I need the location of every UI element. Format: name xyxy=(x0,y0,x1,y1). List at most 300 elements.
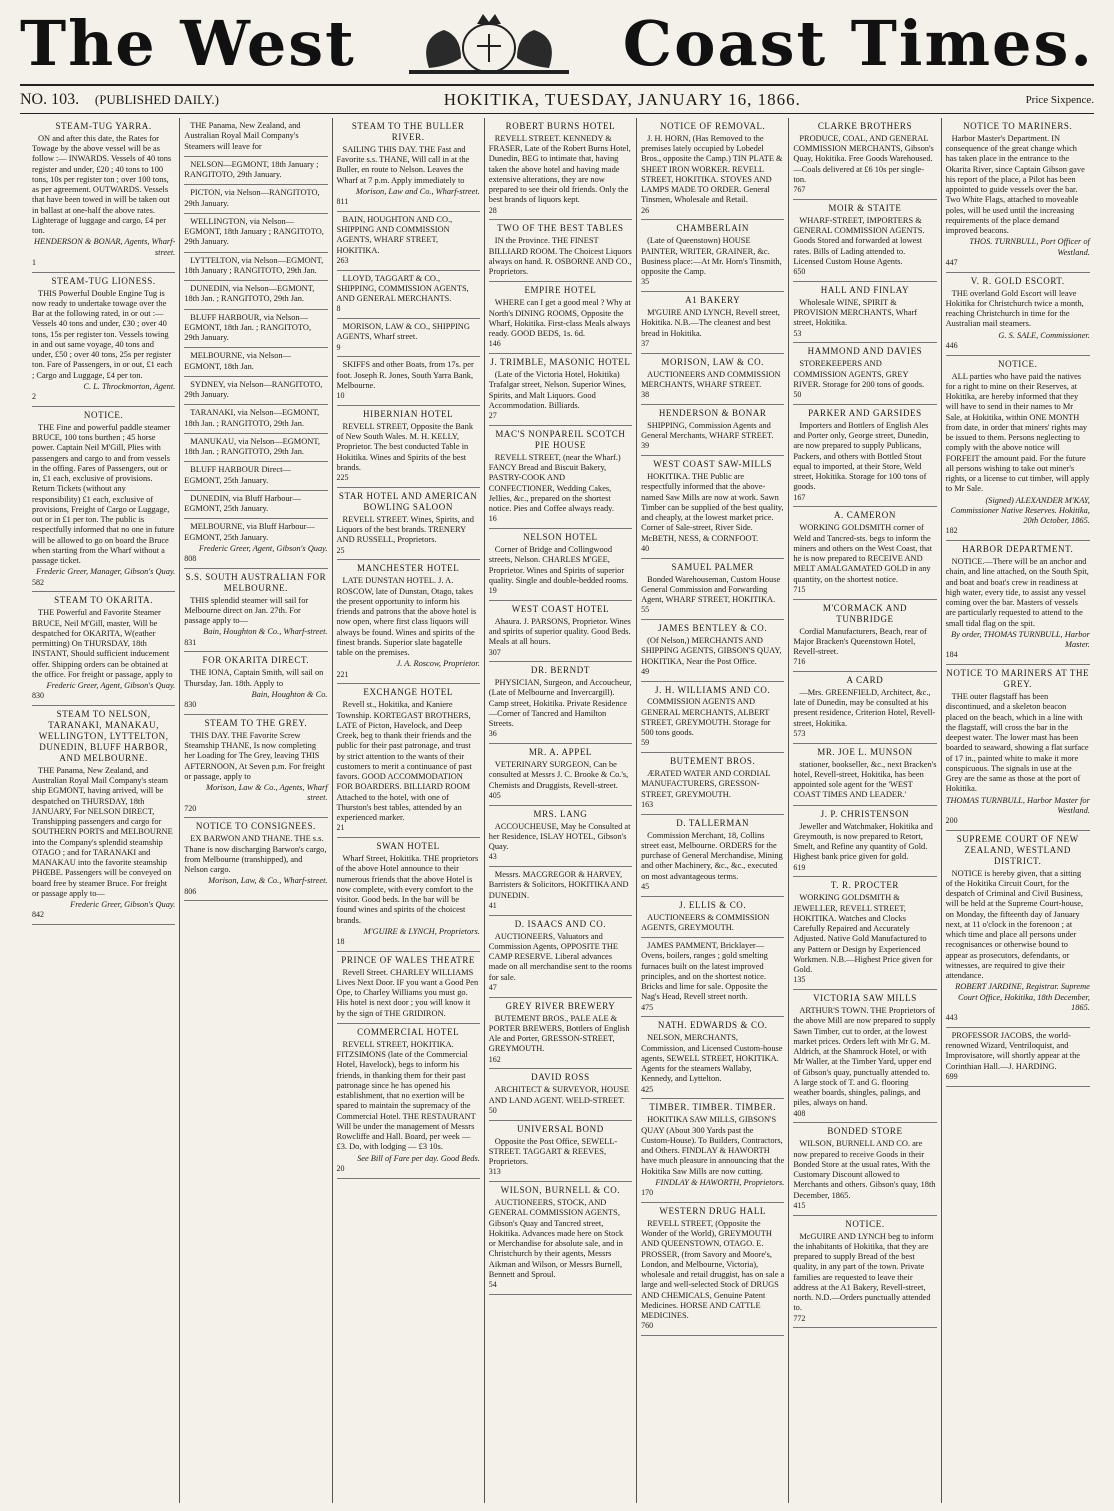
ad-body: BLUFF HARBOUR, via Nelson—EGMONT, 18th Jan. ; RANGITOTO, 29th January. xyxy=(184,312,312,342)
ad-body: IN the Province. THE FINEST BILLIARD ROOM. The Choicest Liquors always on hand. R. OSBORNE AND CO., Proprietors. xyxy=(488,236,632,277)
ad-body: REVELL STREET. Wines, Spirits, and Liquors of the best brands. TRENERY AND RUSSELL, Proprietors. xyxy=(336,514,474,545)
ad-body: WILSON, BURNELL AND CO. are now prepared to receive Goods in their Bonded Store at the usual rates, With the Customary Discount allowed to Merchants and others. Gibson's quay, 18th December, 1865. xyxy=(793,1139,936,1200)
ad-heading: STAR HOTEL AND AMERICAN BOWLING SALOON xyxy=(338,490,478,512)
ad-number: 35 xyxy=(641,277,650,287)
advertisement xyxy=(946,831,1090,1028)
advertisement xyxy=(32,706,175,925)
ad-number: 307 xyxy=(488,647,501,657)
ad-number: 425 xyxy=(641,1084,654,1094)
ad-heading: MRS. LANG xyxy=(533,808,588,819)
ad-body: stationer, bookseller, &c., next Bracken's hotel, Revell-street, Hokitika, has been appointed sole agent for the 'WEST COAST TIMES AND LEADER.' xyxy=(793,759,937,800)
ad-number: 38 xyxy=(641,390,650,400)
advertisement xyxy=(32,118,175,273)
advertisement xyxy=(641,1099,784,1202)
ad-number: 55 xyxy=(641,605,650,615)
ad-body: MELBOURNE, via Bluff Harbour—EGMONT, 25th January. xyxy=(184,522,315,542)
ad-heading: SWAN HOTEL xyxy=(376,841,440,852)
ad-body: (Late of the Victoria Hotel, Hokitika) Trafalgar street, Nelson. Superior Wines, Spirits, and Malt Liquors. Good Accommodation. Billiards. xyxy=(488,370,626,410)
ad-body: THE Fine and powerful paddle steamer BRUCE, 100 tons burthen ; 45 horse power. Captain Neil M'Gill, Plies with passengers and cargo to and from vessels in the offing. Fares of Passengers, out or in, £1 each, exclusive of provisions. Return Tickets (without any responsibility) £1 each, exclusive of provisions, Freight of Cargo or Luggage, out or in £1 per ton. The public is respectfully informed that no one in future will be allowed to go on board the Bruce when starting from the Wharf without a passage ticket. xyxy=(32,422,175,566)
ad-heading: MANCHESTER HOTEL xyxy=(356,563,460,574)
advertisement xyxy=(184,214,327,253)
ad-signature: Morison, Law & Co., Agents, Wharf street. xyxy=(206,783,328,803)
ad-heading: COMMERCIAL HOTEL xyxy=(357,1026,460,1037)
ad-number: 408 xyxy=(793,1108,806,1118)
column-7 xyxy=(942,118,1094,1503)
ad-heading: S.S. SOUTH AUSTRALIAN FOR MELBOURNE. xyxy=(185,571,327,593)
advertisement xyxy=(184,652,327,714)
issue-number: NO. 103. xyxy=(20,90,80,108)
advertisement xyxy=(184,118,327,157)
ad-body: NELSON—EGMONT, 18th January ; RANGITOTO, 29th January. xyxy=(184,159,319,179)
ad-signature: Frederic Greer, Gibson's Quay. xyxy=(70,900,176,910)
advertisement xyxy=(641,118,784,220)
ad-body: SYDNEY, via Nelson—RANGITOTO, 29th January. xyxy=(184,379,323,399)
advertisement xyxy=(184,281,327,310)
ad-heading: UNIVERSAL BOND xyxy=(517,1123,604,1134)
ad-body: AUCTIONEERS & COMMISSION AGENTS, GREYMOUTH. xyxy=(641,912,770,932)
ad-number: 772 xyxy=(793,1313,806,1323)
column-1 xyxy=(28,118,180,1503)
ad-body: ÆRATED WATER AND CORDIAL MANUFACTURERS, GRESSON-STREET, GREYMOUTH. xyxy=(641,769,771,799)
ad-body: (Of Nelson,) MERCHANTS AND SHIPPING AGENTS, GIBSON'S QUAY, HOKITIKA, Near the Post Office. xyxy=(641,636,782,666)
advertisement xyxy=(793,118,936,200)
ad-body: THIS DAY. THE Favorite Screw Steamship THANE, Is now completing her Loading for The Grey, leaving THIS AFTERNOON, At Seven p.m. For freight or passage, apply to xyxy=(184,730,325,781)
advertisement xyxy=(184,185,327,214)
ad-body: THE IONA, Captain Smith, will sail on Thursday, Jan. 18th. Apply to xyxy=(184,668,324,688)
ad-body: Ahaura. J. PARSONS, Proprietor. Wines and spirits of superior quality. Good Beds. Meals at all hours. xyxy=(488,616,631,647)
column-3 xyxy=(333,118,485,1503)
ad-body: EX BARWON AND THANE. THE s.s. Thane is now discharging Barwon's cargo, from Melbourne (transhipped), and Nelson cargo. xyxy=(184,834,327,875)
advertisement xyxy=(793,990,936,1123)
ad-heading: MR. JOE L. MUNSON xyxy=(817,746,913,757)
ad-body: McGUIRE AND LYNCH beg to inform the inhabitants of Hokitika, that they are prepared to supply Bread of the best quality, in any part of the town. Private families are requested to leave their address at the A1 Bakery, Revell-street, north. N.D.—Orders punctually attended to. xyxy=(793,1231,934,1313)
ad-body: Jeweller and Watchmaker, Hokitika and Greymouth, is now prepared to Retort, Smelt, and Refine any quantity of Gold. Highest bank price given for gold. xyxy=(793,821,933,862)
ad-heading: J. P. CHRISTENSON xyxy=(820,808,910,819)
ad-number: 184 xyxy=(945,650,958,660)
ad-body: Corner of Bridge and Collingwood streets, Nelson. CHARLES M'GEE, Proprietor. Wines and Spirits of superior quality. Single and double-bedded rooms. xyxy=(488,545,629,585)
advertisement xyxy=(489,1069,632,1120)
ad-signature: Bain, Houghton & Co., Wharf-street. xyxy=(203,627,328,637)
advertisement xyxy=(489,867,632,916)
ad-body: WHARF-STREET, IMPORTERS & GENERAL COMMISSION AGENTS. Goods Stored and forwarded at lowest rates. Bills of Lading attended to. Licensed Custom House Agents. xyxy=(793,215,925,266)
ad-heading: PRINCE OF WALES THEATRE xyxy=(341,954,476,965)
ad-heading: A CARD xyxy=(846,675,884,685)
advertisement xyxy=(184,715,327,818)
advertisement xyxy=(337,357,480,406)
advertisement xyxy=(32,273,175,407)
ad-body: SAILING THIS DAY. THE Fast and Favorite s.s. THANE, Will call in at the Buller, en route to Nelson. Leaves the Wharf at 7 p.m. Apply immediately to xyxy=(336,144,470,185)
ad-number: 39 xyxy=(641,441,650,451)
advertisement xyxy=(489,426,632,529)
ad-number: 28 xyxy=(488,205,497,215)
ad-number: 842 xyxy=(32,910,44,920)
advertisement xyxy=(489,916,632,998)
ad-body: Wharf Street, Hokitika. THE proprietors of the above Hotel announce to their numerous friends that the above Hotel is now complete, with every comfort to the visitor. Good beds. In the bar will be found wines and spirits of the choicest brands. xyxy=(336,854,479,925)
ad-body: THE overland Gold Escort will leave Hokitika for Christchurch twice a month, reaching Christchurch in time for the Australian mail steamers. xyxy=(945,288,1084,329)
ad-body: ARTHUR'S TOWN. THE Proprietors of the above Mill are now prepared to supply Sawn Timber, cut to order, at the lowest market prices. Orders left with Mr G. M. Aldrich, at the Shamrock Hotel, or with Mr Waller, at the Timber Yard, upper end of Gibson's quay, punctually attended to. A large stock of T. and G. flooring weather boards, shingles, palings, and piles, always on hand. xyxy=(793,1006,936,1108)
advertisement xyxy=(793,806,936,878)
advertisement xyxy=(489,118,632,220)
ad-number: 163 xyxy=(641,799,654,809)
advertisement xyxy=(337,118,480,212)
ad-body: NOTICE.—There will be an anchor and chain, and line attached, on the South Spit, and boat and boat's crew in readiness at high water, every tide, to assist any vessel coming over the bar. Masters of vessels are particularly requested to attend to the small tidal flag on the spit. xyxy=(945,557,1089,628)
ad-body: ARCHITECT & SURVEYOR, HOUSE AND LAND AGENT. WELD-STREET. xyxy=(488,1085,629,1105)
ad-signature: THOMAS TURNBULL, Harbor Master for Westland. xyxy=(945,795,1090,815)
advertisement xyxy=(337,838,480,952)
ad-body: THIS splendid steamer will sail for Melbourne direct on Jan. 27th. For passage apply to— xyxy=(184,595,309,626)
ad-number: 53 xyxy=(793,328,802,338)
ad-body: AUCTIONEERS, STOCK, AND GENERAL COMMISSION AGENTS, Gibson's Quay and Tancred street, Hokitika. Advances made here on Stock or Merchandise for absolute sale, and in Christchurch by their agents, Messrs Aikman and Wilson, or Messrs Burnell, Bennett and Sproul. xyxy=(488,1198,624,1279)
advertisement xyxy=(793,672,936,744)
ad-heading: J. H. WILLIAMS AND CO. xyxy=(655,684,771,695)
ad-number: 200 xyxy=(945,816,958,826)
ad-heading: SUPREME COURT OF NEW ZEALAND, WESTLAND DISTRICT. xyxy=(956,833,1079,866)
ad-signature: FINDLAY & HAWORTH, Proprietors. xyxy=(655,1177,785,1187)
advertisement xyxy=(641,456,784,558)
ad-heading: HENDERSON & BONAR xyxy=(658,407,767,418)
ad-number: 2 xyxy=(32,392,36,402)
ad-number: 135 xyxy=(793,975,806,985)
ad-heading: NOTICE. xyxy=(845,1218,885,1229)
ad-body: WHERE can I get a good meal ? Why at North's DINING ROOMS, Opposite the Wharf, Hokitika. First-class Meals always ready. GOOD BEDS, 1s. 6d. xyxy=(488,298,631,339)
ad-number: 443 xyxy=(945,1013,958,1023)
ad-signature: Morison, Law, & Co., Wharf-street. xyxy=(208,876,328,886)
advertisement xyxy=(793,507,936,599)
ad-number: 47 xyxy=(488,982,497,992)
ad-heading: EMPIRE HOTEL xyxy=(524,285,597,296)
ad-body: THIS Powerful Double Engine Tug is now ready to undertake towage over the Bar at the following rated, in or out :— Vessels 40 tons and under, £30 ; over 40 tons, 15s per register ton. Vessels towing in and out same voyage, 40 tons and under, £50 ; over 40 tons, 25s per register ton. Fare of Passengers, in or out, £1 each ; Cargo and Luggage, £4 per ton. xyxy=(32,288,173,380)
ad-body: ALL parties who have paid the natives for a right to mine on their Reserves, at Hokitika, are hereby informed that they will have to send in their names to Mr Sale, at Hokitika, within ONE MONTH from date, in order that miners' rights may be issued to them. Persons neglecting to comply with the above notice will FORFEIT the amount paid. For the future all persons wishing to take out miner's rights, or a license to cut timber, will apply to Mr Sale. xyxy=(945,371,1090,494)
ad-number: 182 xyxy=(945,526,958,536)
ad-number: 808 xyxy=(184,554,197,563)
ad-number: 27 xyxy=(488,411,497,421)
advertisement xyxy=(489,1121,632,1182)
ad-body: MORISON, LAW & CO., SHIPPING AGENTS, Wharf street. xyxy=(336,322,470,342)
ad-number: 767 xyxy=(793,185,806,195)
ad-heading: ROBERT BURNS HOTEL xyxy=(505,121,616,131)
ad-heading: VICTORIA SAW MILLS xyxy=(813,993,917,1004)
advertisement xyxy=(641,815,784,897)
advertisement xyxy=(793,744,936,806)
advertisement xyxy=(184,569,327,653)
ad-heading: HARBOR DEPARTMENT. xyxy=(962,544,1074,555)
ad-heading: DR. BERNDT xyxy=(530,665,590,676)
ad-heading: NATH. EDWARDS & CO. xyxy=(657,1020,768,1031)
advertisement xyxy=(184,818,327,901)
ad-heading: CLARKE BROTHERS xyxy=(817,121,913,131)
advertisement xyxy=(489,744,632,805)
ad-body: HOKITIKA. THE Public are respectfully informed that the above-named Saw Mills are now at work. Sawn Timber can be supplied of the best quality, and cheaply, at the lowest market price. Corner of Sale-street, River Side. McBETH, NESS, & CORNFOOT. xyxy=(641,472,784,543)
ad-signature: Frederic Greer, Agent, Gibson's Quay. xyxy=(198,543,328,553)
column-2 xyxy=(180,118,332,1503)
advertisement xyxy=(793,343,936,404)
column-4 xyxy=(485,118,637,1503)
advertisement xyxy=(793,405,936,507)
ad-heading: A1 BAKERY xyxy=(685,295,741,306)
ad-body: REVELL STREET, (Opposite the Wonder of the World), GREYMOUTH AND QUEENSTOWN, OTAGO. E. PROSSER, (from Savory and Moore's, London, and Melbourne, Victoria), wholesale and retail druggist, has on sale a large and well-selected Stock of DRUGS AND CHEMICALS, Genuine Patent Medicines. HORSE AND CATTLE MEDICINES. xyxy=(641,1218,785,1321)
royal-crest-icon xyxy=(399,8,579,78)
advertisement xyxy=(641,753,784,814)
ad-number: 50 xyxy=(793,390,802,400)
ad-body: ACCOUCHEUSE, May be Consulted at her Residence, ISLAY HOTEL, Gibson's Quay. xyxy=(488,821,631,852)
ad-number: 43 xyxy=(488,852,497,862)
ad-heading: TWO OF THE BEST TABLES xyxy=(497,223,624,234)
ad-number: 8 xyxy=(336,304,341,314)
ad-signature: J. A. Roscow, Proprietor. xyxy=(396,659,480,669)
ad-heading: A. CAMERON xyxy=(833,510,896,521)
advertisement xyxy=(793,877,936,990)
ad-body: WORKING GOLDSMITH & JEWELLER, REVELL STREET, HOKITIKA. Watches and Clocks Carefully Repaired and Accurately Adjusted. Native Gold Manufactured to any Pattern or Design by Experienced Workmen. N.B.—Highest Price given for Gold. xyxy=(793,893,933,975)
ad-body: REVELL STREET, HOKITIKA. FITZSIMONS (late of the Commercial Hotel, Havelock), begs to inform his friends, in thanking them for their past patronage since he has opened his establishment, that no exertion will be spared to maintain the supremacy of the Commercial Hotel. THE RESTAURANT Will be under the management of Messrs Rowcliffe and Hall. Board, per week — £3. Do, with lodging — £3 10s. xyxy=(336,1039,476,1152)
ad-body: Revell Street. CHARLEY WILLIAMS Lives Next Door. IF you want a Good Pen Ope, to Charley Williams you must go. His hotel is next door ; you will know it by the sign of THE GRIDIRON. xyxy=(336,967,479,1018)
advertisement xyxy=(184,519,327,569)
ad-body: LLOYD, TAGGART & CO., SHIPPING, COMMISSION AGENTS, AND GENERAL MERCHANTS. xyxy=(336,273,469,304)
ad-number: 21 xyxy=(336,823,345,833)
ad-signature: See Bill of Fare per day. Good Beds. xyxy=(357,1153,480,1163)
ad-number: 45 xyxy=(641,881,650,891)
ad-body: M'GUIRE AND LYNCH, Revell street, Hokitika. N.B.—The cleanest and best bread in Hokitika. xyxy=(641,308,780,338)
ad-heading: WILSON, BURNELL & CO. xyxy=(500,1185,621,1196)
ad-number: 806 xyxy=(184,886,197,896)
ad-number: 37 xyxy=(641,338,650,348)
masthead-title-left: The West xyxy=(20,6,356,80)
ad-heading: DAVID ROSS xyxy=(531,1072,590,1083)
ad-body: (Late of Queenstown) HOUSE PAINTER, WRITER, GRAINER, &c. Business place:—At Mr. Horn's Tinsmith, opposite the Camp. xyxy=(641,236,782,277)
advertisement xyxy=(946,665,1090,831)
ad-number: 720 xyxy=(184,803,197,813)
advertisement xyxy=(184,253,327,282)
ad-number: 446 xyxy=(945,340,958,350)
ad-number: 41 xyxy=(488,900,497,910)
ad-heading: WEST COAST SAW-MILLS xyxy=(653,459,773,470)
advertisement xyxy=(184,377,327,406)
ad-body: LYTTELTON, via Nelson—EGMONT, 18th January ; RANGITOTO, 29th Jan. xyxy=(184,255,324,275)
ad-body: WORKING GOLDSMITH corner of Weld and Tancred-sts. begs to inform the miners and others on the West Coast, that he is now prepared to RECEIVE AND MELT AMALGAMATED GOLD in any quantity, on the shortest notice. xyxy=(793,523,933,584)
masthead xyxy=(20,4,1094,82)
ad-signature: G. S. SALE, Commissioner. xyxy=(998,330,1090,340)
ad-body: STOREKEEPERS AND COMMISSION AGENTS, GREY RIVER. Storage for 200 tons of goods. xyxy=(793,359,925,389)
ad-number: 167 xyxy=(793,492,806,502)
advertisement xyxy=(337,212,480,271)
price: Price Sixpence. xyxy=(1025,93,1094,106)
ad-heading: NOTICE. xyxy=(83,409,124,420)
ad-body: BUTEMENT BROS., PALE ALE & PORTER BREWERS, Bottlers of English Ale and Porter, GRESSON-STREET, GREYMOUTH. xyxy=(488,1013,630,1054)
ad-body: Revell st., Hokitika, and Kaniere Township. KORTEGAST BROTHERS, LATE of Picton, Havelock, and Deep Creek, beg to thank their friends and the public for their past patronage, and trust by strict attention to the wants of their customers to merit a continuance of past favors. GOOD ACCOMMODATION FOR BOARDERS. BILLIARD ROOM Attached to the hotel, with one of Thurston's best tables, attended by an experienced marker. xyxy=(336,700,472,823)
advertisement xyxy=(184,310,327,349)
advertisement xyxy=(641,938,784,1017)
advertisement xyxy=(641,620,784,681)
ad-signature: By order, THOMAS TURNBULL, Harbor Master. xyxy=(951,629,1090,650)
ad-heading: GREY RIVER BREWERY xyxy=(505,1000,616,1011)
ad-body: NELSON, MERCHANTS, Commission, and Licensed Custom-house agents, SEWELL STREET, HOKITIKA. Agents for the steamers Wallaby, Kennedy, and Lyttelton. xyxy=(641,1033,783,1084)
ad-heading: J. ELLIS & CO. xyxy=(679,899,747,910)
dateline xyxy=(20,84,1094,114)
ad-body: PRODUCE, COAL, AND GENERAL COMMISSION MERCHANTS, Gibson's Quay, Hokitika. Free Goods Warehoused.—Coals delivered at £6 10s per single-ton. xyxy=(793,133,934,184)
ad-signature: Bain, Houghton & Co. xyxy=(251,689,328,699)
column-6 xyxy=(789,118,941,1503)
advertisement xyxy=(489,282,632,354)
ad-signature: ROBERT JARDINE, Registrar. Supreme Court Office, Hokitika, 18th December, 1865. xyxy=(955,982,1090,1012)
ad-body: HOKITIKA SAW MILLS, GIBSON'S QUAY (About 300 Yards past the Custom-House). To Builders, Contractors, and Others. FINDLAY & HAWORTH have much pleasure in announcing that the Hokitika Saw Mills are now cutting. xyxy=(641,1115,785,1176)
advertisement xyxy=(946,273,1090,356)
ad-number: 146 xyxy=(488,339,501,349)
ad-body: LATE DUNSTAN HOTEL. J. A. ROSCOW, late of Dunstan, Otago, takes the present opportunity to inform his friends and patrons that the above hotel is now open, where first class liquors will always be found. Wines and spirits of the finest brands. Superior slate bagatelle table on the premises. xyxy=(336,576,477,658)
ad-body: PROFESSOR JACOBS, the world-renowned Wizard, Ventriloquist, and Improvisatore, will shortly appear at the Corinthian Hall.—J. HARDING. xyxy=(945,1030,1081,1071)
advertisement xyxy=(946,1028,1090,1087)
advertisement xyxy=(489,601,632,662)
ad-body: THE Panama, New Zealand, and Australian Royal Mail Company's Steamers will leave for xyxy=(184,121,301,151)
ad-heading: MAC'S NONPAREIL SCOTCH PIE HOUSE xyxy=(495,428,626,450)
ad-heading: WESTERN DRUG HALL xyxy=(659,1205,767,1216)
advertisement xyxy=(489,662,632,744)
ad-heading: M'CORMACK AND TUNBRIDGE xyxy=(822,602,908,624)
advertisement xyxy=(641,897,784,938)
ad-body: THE outer flagstaff has been discontinued, and a skeleton beacon placed on the beach, which in a line with the flagstaff, will cross the bar in the deepest water. The lower mast has been boarded to seaward, showing a flat surface of 17 in., painted white to make it more conspicuous. The signals in use at the Grey are the same as those at the port of Hokitika. xyxy=(945,692,1089,794)
advertisement xyxy=(337,319,480,357)
ad-number: 830 xyxy=(184,700,197,710)
ad-heading: STEAM-TUG YARRA. xyxy=(55,121,152,131)
ad-heading: NOTICE TO MARINERS AT THE GREY. xyxy=(946,668,1090,690)
ad-heading: NOTICE TO CONSIGNEES. xyxy=(195,821,316,832)
ad-number: 19 xyxy=(488,586,497,596)
advertisement xyxy=(793,282,936,343)
advertisement xyxy=(184,462,327,491)
ad-heading: STEAM-TUG LIONESS. xyxy=(51,275,156,286)
ad-number: 49 xyxy=(641,666,650,676)
masthead-title-right: Coast Times. xyxy=(622,6,1094,80)
ad-body: Importers and Bottlers of English Ales and Porter only, George street, Dunedin, are now prepared to supply Publicans, Packers, and others with Bottled Stout equal to imported, at their Store, Weld street, Hokitika. Storage for 100 tons of goods. xyxy=(793,420,929,492)
ad-body: —Mrs. GREENFIELD, Architect, &c., late of Dunedin, may be consulted at his present residence, Criterion Hotel, Revell-street, Hokitika. xyxy=(793,687,936,728)
ad-heading: T. R. PROCTER xyxy=(830,880,900,891)
ad-body: J. H. HORN, (Has Removed to the premises lately occupied by Lobedel Bros., opposite the Camp.) TIN PLATE & SHEET IRON WORKER. REVELL STREET, HOKITIKA. STOVES AND LAMPS MADE TO ORDER. General Tinsmen, Wholesale and Retail. xyxy=(641,133,783,205)
ad-number: 650 xyxy=(793,267,806,277)
advertisement xyxy=(641,354,784,405)
ad-signature: THOS. TURNBULL, Port Officer of Westland. xyxy=(969,237,1090,257)
ad-number: 447 xyxy=(945,257,958,267)
ad-heading: STEAM TO THE BULLER RIVER. xyxy=(351,121,465,142)
ad-number: 20 xyxy=(336,1163,345,1173)
ad-number: 26 xyxy=(641,205,650,215)
ad-heading: STEAM TO THE GREY. xyxy=(204,717,308,728)
advertisement xyxy=(489,529,632,601)
ad-heading: TIMBER. TIMBER. TIMBER. xyxy=(649,1102,777,1113)
advertisement xyxy=(337,1024,480,1179)
ad-body: DUNEDIN, via Bluff Harbour—EGMONT, 25th January. xyxy=(184,493,301,513)
ad-heading: MR. A. APPEL xyxy=(528,747,593,758)
ad-heading: NELSON HOTEL xyxy=(523,532,598,543)
ad-number: 475 xyxy=(641,1002,654,1012)
ad-heading: NOTICE OF REMOVAL. xyxy=(660,121,766,131)
advertisement xyxy=(184,405,327,434)
advertisement xyxy=(184,348,327,377)
advertisement xyxy=(337,488,480,560)
ad-heading: NOTICE. xyxy=(998,358,1038,369)
ad-heading: STEAM TO NELSON, TARANAKI, MANAKAU, WELLINGTON, LYTTELTON, DUNEDIN, BLUFF HARBOR, AND MELBOURNE. xyxy=(38,709,169,763)
ad-number: 10 xyxy=(336,391,345,401)
ad-number: 582 xyxy=(32,577,44,587)
advertisement xyxy=(337,406,480,488)
ad-number: 162 xyxy=(488,1054,501,1064)
ad-body: THE Powerful and Favorite Steamer BRUCE, Neil M'Gill, master, Will be despatched for OKARITA, W(eather permitting) On THURSDAY, 18th INSTANT, Should sufficient inducement offer. Shipping orders can be obtained at the office. For freight or passage, apply to xyxy=(32,608,173,679)
ad-body: Cordial Manufacturers, Beach, rear of Major Bracken's Queenstown Hotel, Revell-street. xyxy=(793,626,927,656)
ad-heading: FOR OKARITA DIRECT. xyxy=(202,655,310,666)
ad-heading: PARKER AND GARSIDES xyxy=(808,407,922,418)
ad-number: 715 xyxy=(793,584,806,594)
published-daily: (PUBLISHED DAILY.) xyxy=(94,91,219,107)
place-date: HOKITIKA, TUESDAY, JANUARY 16, 1866. xyxy=(443,89,801,109)
ad-body: PICTON, via Nelson—RANGITOTO, 29th January. xyxy=(184,188,320,208)
ad-heading: BONDED STORE xyxy=(827,1126,903,1137)
advertisement xyxy=(641,292,784,353)
advertisement xyxy=(184,491,327,520)
advertisement xyxy=(489,998,632,1070)
ad-number: 313 xyxy=(488,1167,501,1177)
advertisement xyxy=(489,1182,632,1295)
advertisement xyxy=(641,220,784,292)
ad-heading: JAMES BENTLEY & CO. xyxy=(658,623,768,634)
ad-number: 50 xyxy=(488,1105,497,1115)
ad-number: 36 xyxy=(488,729,497,739)
ad-number: 405 xyxy=(488,790,501,800)
ad-number: 716 xyxy=(793,657,806,667)
ad-number: 760 xyxy=(641,1321,654,1331)
advertisement xyxy=(337,952,480,1024)
ad-heading: HIBERNIAN HOTEL xyxy=(363,408,454,419)
ad-body: SHIPPING, Commission Agents and General Merchants, WHARF STREET. xyxy=(641,420,774,441)
ad-heading: J. TRIMBLE, MASONIC HOTEL xyxy=(490,357,631,368)
ad-heading: D. TALLERMAN xyxy=(676,817,750,828)
ad-signature: Frederic Greer, Agent, Gibson's Quay. xyxy=(46,681,176,691)
ad-number: 699 xyxy=(945,1071,958,1081)
ad-number: 573 xyxy=(793,728,806,738)
advertisement xyxy=(641,1017,784,1099)
ad-body: JAMES PAMMENT, Bricklayer—Ovens, boilers, ranges ; gold smelting furnaces built on the latest improved principles, and on the shortest notice. Bricks and lime for sale. Opposite the Nag's Head, Revell street north. xyxy=(641,941,768,1002)
advertisement xyxy=(489,354,632,426)
advertisement xyxy=(32,592,175,706)
advertisement xyxy=(641,682,784,754)
ad-heading: D. ISAACS AND CO. xyxy=(514,918,607,929)
ad-body: AUCTIONEERS, Valuators and Commission Agents, OPPOSITE THE CAMP RESERVE. Liberal advances made on all merchandise sent to the rooms for sale. xyxy=(488,931,632,982)
advertisement xyxy=(641,1203,784,1336)
ad-body: REVELL STREET. KENNEDY & FRASER, Late of the Robert Burns Hotel, Dunedin, BEG to intimate that, having taken the above hotel and having made extensive alterations, they are now prepared to see their old friends. Only the best brands of liquors kept. xyxy=(488,133,631,205)
advertisement xyxy=(793,1216,936,1329)
ad-signature: (Signed) ALEXANDER M'KAY, Commissioner Native Reserves. Hokitika, 20th October, 1865. xyxy=(950,495,1090,526)
ad-body: Commission Merchant, 18, Collins street east, Melbourne. ORDERS for the purchase of General Merchandise, Mining and other Machinery, &c., &c., executed on most advantageous terms. xyxy=(641,830,783,881)
advertisement xyxy=(793,200,936,282)
ad-number: 225 xyxy=(336,473,349,483)
ad-body: BAIN, HOUGHTON AND CO., SHIPPING AND COMMISSION AGENTS, WHARF STREET, HOKITIKA. xyxy=(336,214,453,255)
ad-number: 25 xyxy=(336,545,345,555)
ad-number: 40 xyxy=(641,543,650,553)
advertisement xyxy=(793,600,936,672)
ad-body: TARANAKI, via Nelson—EGMONT, 18th Jan. ; RANGITOTO, 29th Jan. xyxy=(184,408,320,428)
ad-body: Harbor Master's Department. IN consequence of the great change which has taken place in the entrance to the Okarita River, since Captain Gibson gave his report of the place, a Pilot has been appointed to guide vessels over the bar. Two White Flags, attached to moveable poles, will be used until the increasing requirements of the place demand improved beacons. xyxy=(945,133,1085,236)
advertisement xyxy=(184,434,327,463)
ad-signature: C. L. Throckmorton, Agent. xyxy=(83,381,176,391)
ad-body: MANUKAU, via Nelson—EGMONT, 18th Jan. ; RANGITOTO, 29th Jan. xyxy=(184,436,320,456)
ad-heading: SAMUEL PALMER xyxy=(671,561,754,572)
advertisement xyxy=(489,806,632,867)
ad-heading: WEST COAST HOTEL xyxy=(511,603,610,614)
ad-signature: M'GUIRE & LYNCH, Proprietors. xyxy=(363,926,480,936)
ad-heading: STEAM TO OKARITA. xyxy=(54,595,154,606)
advertisement xyxy=(32,407,175,592)
ad-number: 415 xyxy=(793,1200,806,1210)
advertisement xyxy=(946,118,1090,273)
ad-body: MELBOURNE, via Nelson—EGMONT, 18th Jan. xyxy=(184,351,291,371)
advertisement xyxy=(337,560,480,684)
advertisement xyxy=(337,271,480,320)
